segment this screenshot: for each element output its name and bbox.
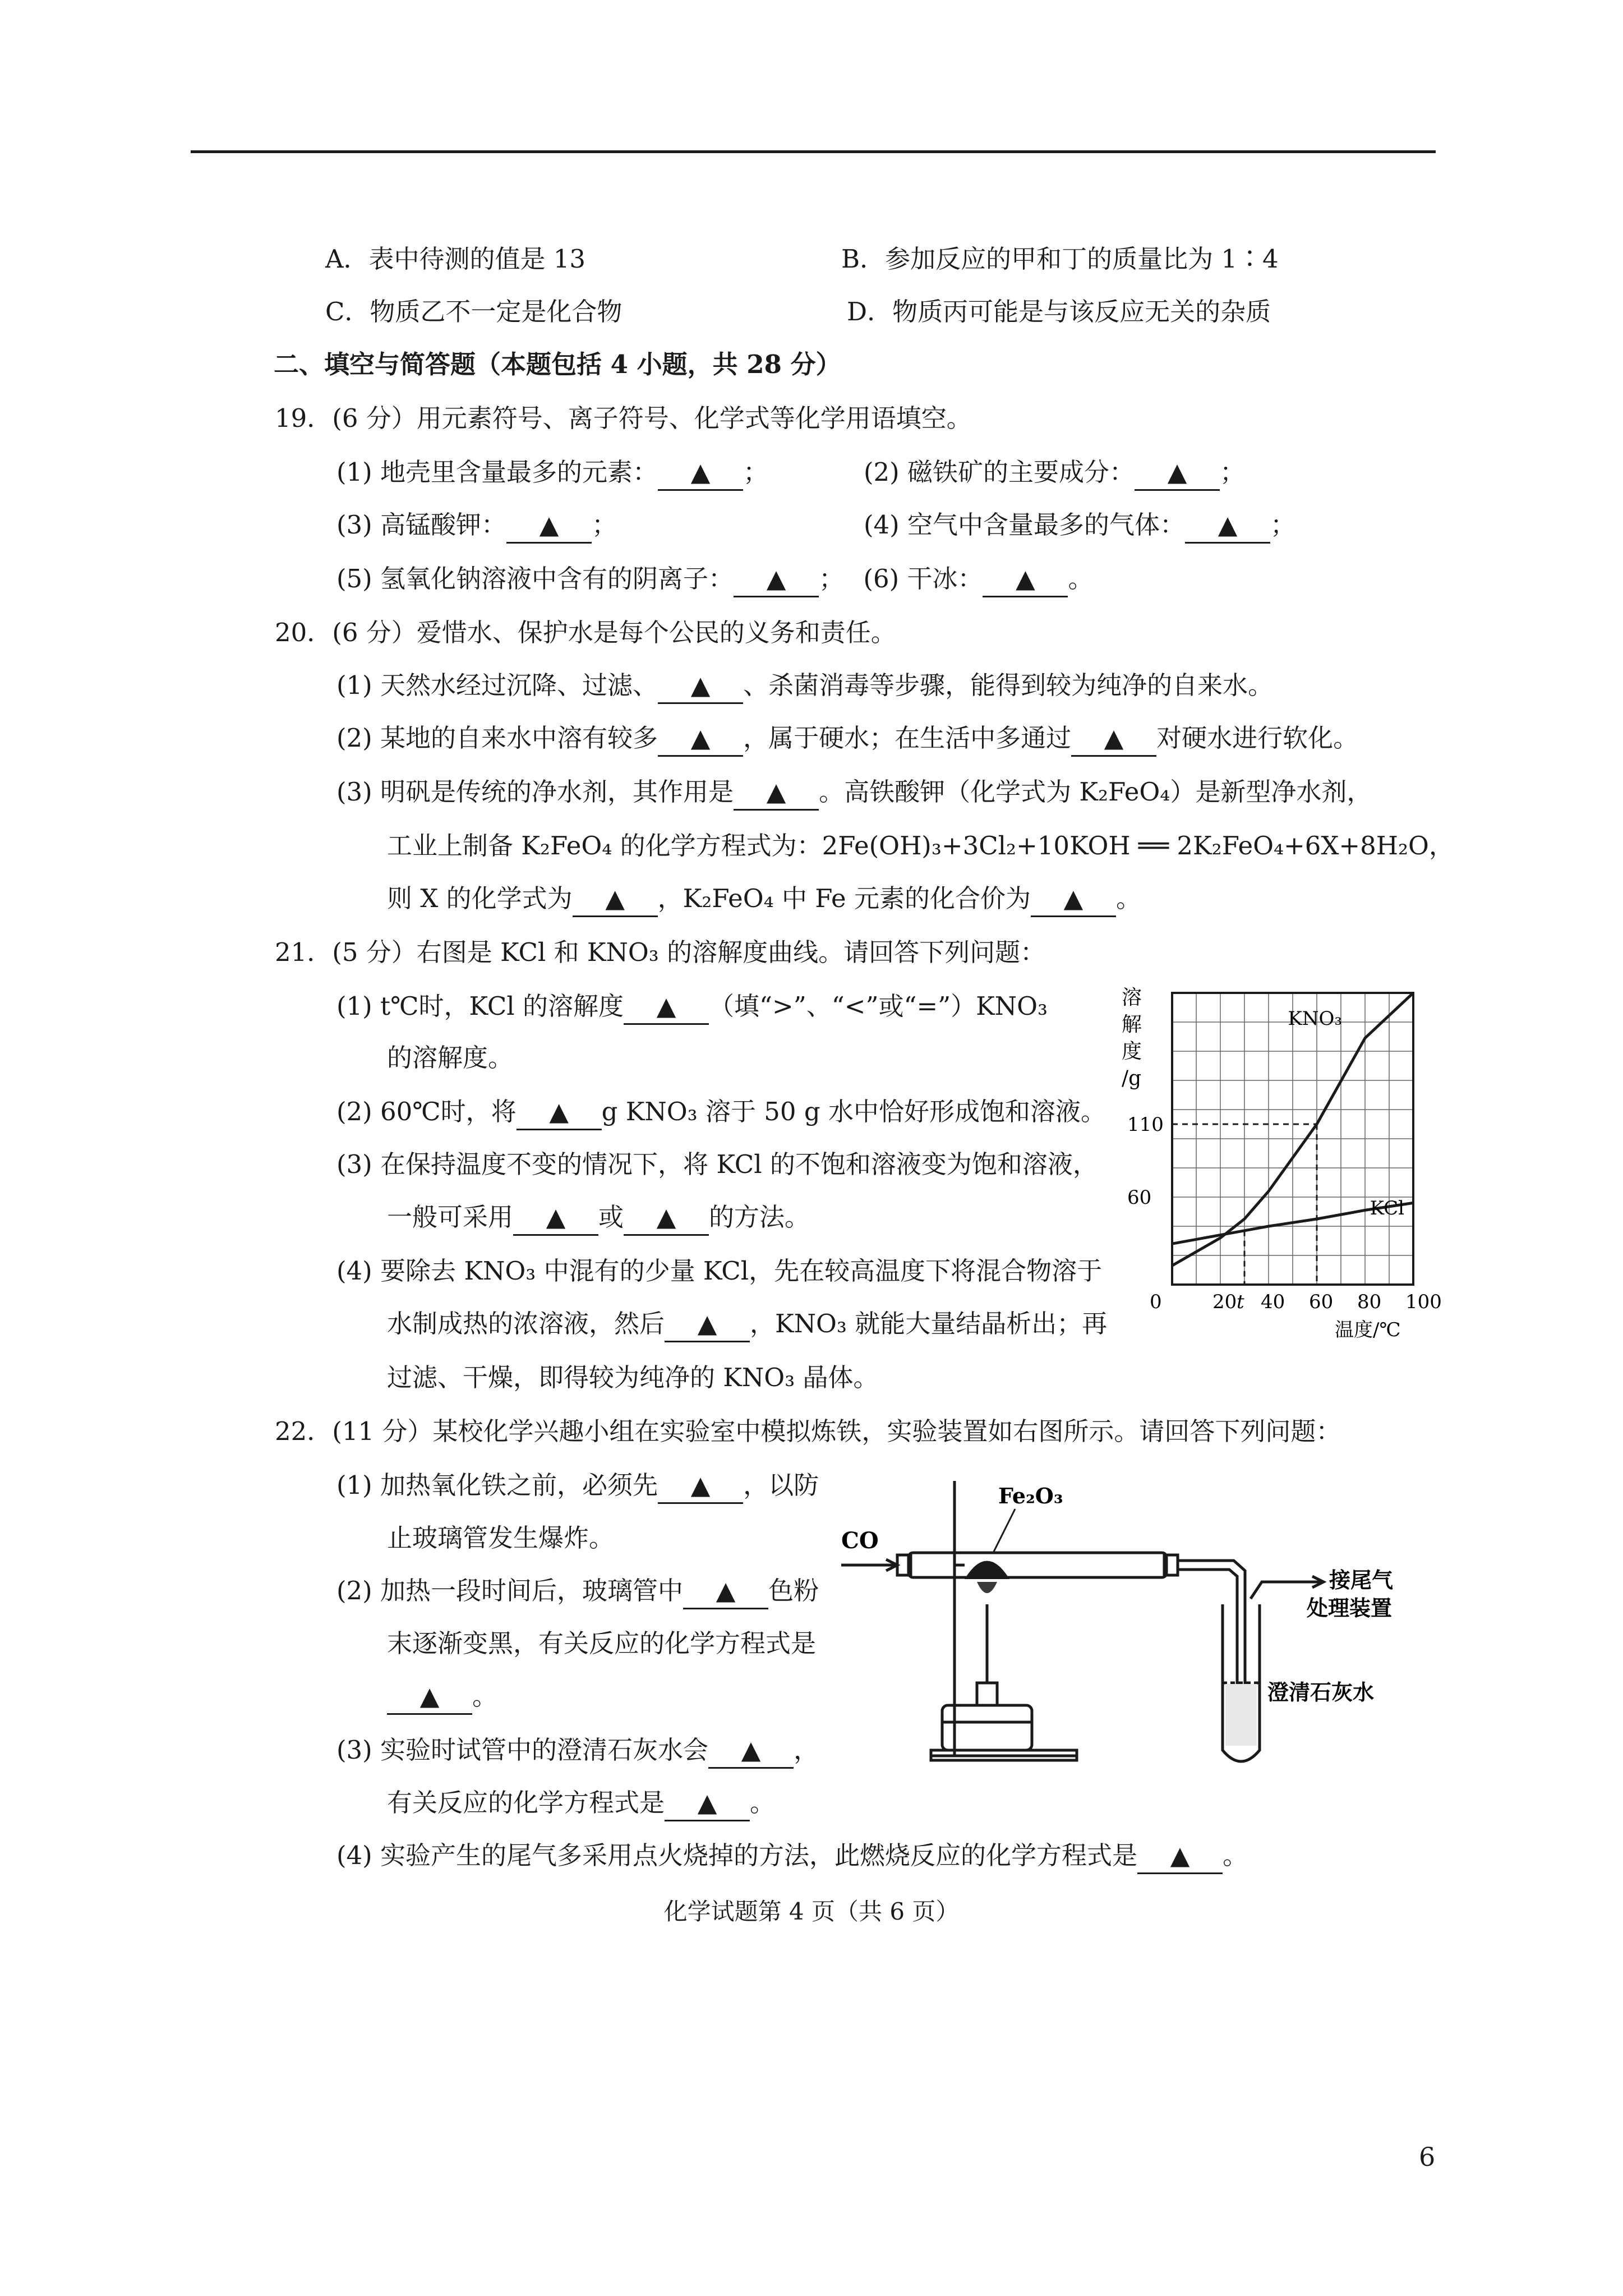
q20-stem: 20．(6 分）爱惜水、保护水是每个公民的义务和责任。 [275,618,896,647]
q20-part2-text-3: 对硬水进行软化。 [1156,723,1359,753]
y-tick-label: 110 [1127,1114,1164,1136]
q21-part4-text: 水制成热的浓溶液，然后 [387,1309,665,1338]
q19-part2 [864,455,1245,491]
q22-part2-end: 。 [472,1681,498,1711]
answer-blank: ▲ [1031,882,1116,917]
q20-part3-text-2: 。高铁酸钾（化学式为 K₂FeO₄）是新型净水剂， [819,777,1372,807]
choice-c: C．物质乙不一定是化合物 [325,297,623,326]
q22-part3-text-3: 有关反应的化学方程式是 [387,1788,665,1818]
answer-blank: ▲ [517,1095,602,1130]
q21-part2-text-2: g KNO₃ 溶于 50 g 水中恰好形成饱和溶液。 [601,1097,1106,1126]
q20-part2-text: (2) 某地的自来水中溶有较多 [336,723,658,753]
q21-part1-cont: 的溶解度。 [387,1043,514,1073]
q22-part2 [336,1574,819,1609]
x-tick-label: 80 [1357,1291,1382,1313]
q19-part1-text: (1) 地壳里含量最多的元素： [336,457,658,487]
q22-part1-cont: 止玻璃管发生爆炸。 [387,1523,615,1553]
q20-part3-text: (3) 明矾是传统的净水剂，其作用是 [336,777,734,807]
page-number: 6 [1419,2142,1436,2172]
q21-part2 [336,1095,1106,1130]
answer-blank: ▲ [387,1680,472,1715]
q21-part3-end: 的方法。 [709,1202,810,1232]
q20-part3-text-3: 则 X 的化学式为 [387,884,573,913]
q19-part2-text: (2) 磁铁矿的主要成分： [864,457,1135,487]
chart-text [1122,986,1442,1341]
answer-blank: ▲ [734,562,819,597]
label-tail-gas-2: 处理装置 [1307,1595,1393,1621]
q20-part3 [336,775,1372,811]
q21-part1-text: (1) t℃时，KCl 的溶解度 [336,991,624,1021]
limewater [1225,1684,1257,1746]
q22-part2-blank [387,1680,497,1715]
legend-kcl: KCl [1370,1197,1404,1220]
q19-part6-text: (6) 干冰： [863,564,983,593]
answer-blank: ▲ [683,1574,768,1609]
q20-part3-cont [387,882,1141,917]
q22-part1-text-2: ，以防 [743,1470,819,1500]
q22-part4 [336,1839,1248,1874]
q21-part3-text-2: 或 [598,1202,624,1232]
q22-part4-end: 。 [1223,1841,1248,1870]
q21-part3-text: 一般可采用 [387,1202,514,1232]
q22-part3-text-2: ， [794,1735,819,1765]
x-tick-label: 0 [1150,1291,1162,1313]
answer-blank: ▲ [573,882,658,917]
legend-kno3: KNO₃ [1288,1007,1343,1030]
answer-blank: ▲ [1137,1839,1223,1874]
q19-part2-end: ； [1220,457,1246,487]
q22-part1 [336,1469,819,1504]
answer-blank: ▲ [658,1469,743,1504]
x-tick-label: 40 [1261,1291,1285,1313]
answer-blank: ▲ [513,1200,598,1236]
q19-part3-end: ； [592,510,617,540]
x-tick-label: t [1237,1291,1244,1313]
q21-part4-text-2: ，KNO₃ 就能大量结晶析出；再 [750,1309,1108,1338]
q20-part3-end: 。 [1115,884,1141,913]
apparatus-diagram [830,1458,1402,1784]
q19-part5-text: (5) 氢氧化钠溶液中含有的阴离子： [336,564,734,593]
choice-b: B．参加反应的甲和丁的质量比为 1∶4 [841,244,1279,274]
page-footer: 化学试题第 4 页（共 6 页） [663,1898,960,1925]
fe2o3-pointer [993,1509,1015,1554]
q21-part4-end: 过滤、干燥，即得较为纯净的 KNO₃ 晶体。 [387,1363,879,1392]
x-tick-label: 100 [1405,1291,1442,1313]
header-rule [191,150,1436,153]
q21-part3-cont [387,1200,810,1236]
answer-blank: ▲ [506,508,592,544]
q19-part1 [336,455,768,491]
y-axis-label: 溶 [1122,986,1142,1009]
q21-part3: (3) 在保持温度不变的情况下，将 KCl 的不饱和溶液变为饱和溶液， [336,1149,1098,1179]
q22-part3-cont [387,1786,775,1821]
q22-part2-text-2: 色粉 [768,1576,819,1605]
q19-part3-text: (3) 高锰酸钾： [336,510,507,540]
answer-blank: ▲ [658,669,743,704]
q20-part3-text-4: ，K₂FeO₄ 中 Fe 元素的化合价为 [657,884,1031,913]
q20-part2 [336,721,1358,757]
q21-part4: (4) 要除去 KNO₃ 中混有的少量 KCl，先在较高温度下将混合物溶于 [336,1256,1103,1286]
chart-grid [1172,993,1413,1285]
label-fe2o3: Fe₂O₃ [998,1483,1063,1508]
burner-neck [977,1683,997,1705]
flame-icon [977,1582,997,1593]
q19-part4-end: ； [1270,510,1296,540]
q19-part4-text: (4) 空气中含量最多的气体： [864,510,1186,540]
answer-blank: ▲ [624,990,709,1025]
q21-part4-cont [387,1307,1107,1342]
answer-blank: ▲ [1071,721,1156,757]
label-co: CO [841,1527,879,1554]
q20-equation: 工业上制备 K₂FeO₄ 的化学方程式为：2Fe(OH)₃+3Cl₂+10KOH ══ 2K₂FeO₄+6X+8H₂O， [387,831,1454,861]
choice-a: A．表中待测的值是 13 [325,244,586,274]
q22-part2-text: (2) 加热一段时间后，玻璃管中 [336,1576,684,1605]
answer-blank: ▲ [983,562,1068,597]
q19-part6-end: 。 [1068,564,1094,593]
answer-blank: ▲ [1135,455,1220,491]
section-title: 二、填空与简答题（本题包括 4 小题，共 28 分） [274,349,841,379]
q21-stem: 21．(5 分）右图是 KCl 和 KNO₃ 的溶解度曲线。请回答下列问题： [275,937,1046,967]
answer-blank: ▲ [658,721,743,757]
q19-part5-end: ； [819,564,845,593]
answer-blank: ▲ [1185,508,1270,544]
q19-part4 [864,508,1295,544]
y-tick-label: 60 [1127,1186,1152,1209]
q20-part2-text-2: ，属于硬水；在生活中多通过 [743,723,1072,753]
answer-blank: ▲ [665,1307,750,1342]
q22-part4-text: (4) 实验产生的尾气多采用点火烧掉的方法，此燃烧反应的化学方程式是 [336,1841,1138,1870]
glass-tube [909,1553,1166,1577]
q19-part3 [336,508,617,544]
y-axis-label: 解 [1122,1013,1142,1036]
answer-blank: ▲ [665,1786,750,1821]
q22-part3 [336,1733,819,1769]
label-limewater: 澄清石灰水 [1267,1680,1375,1705]
solubility-chart [1110,970,1442,1341]
q22-part3-text: (3) 实验时试管中的澄清石灰水会 [336,1735,709,1765]
q20-part1 [336,669,1273,704]
q20-part1-text-2: 、杀菌消毒等步骤，能得到较为纯净的自来水。 [743,670,1274,700]
x-tick-label: 60 [1309,1291,1334,1313]
q19-part1-end: ； [743,457,769,487]
fe2o3-powder [965,1561,1009,1580]
answer-blank: ▲ [624,1200,709,1236]
answer-blank: ▲ [734,775,819,811]
q22-part3-end: 。 [750,1788,776,1818]
q21-part2-text: (2) 60℃时，将 [336,1097,517,1126]
answer-blank: ▲ [708,1733,794,1769]
q22-stem: 22．(11 分）某校化学兴趣小组在实验室中模拟炼铁，实验装置如右图所示。请回答下列问题： [275,1416,1341,1446]
q22-part1-text: (1) 加热氧化铁之前，必须先 [336,1470,658,1500]
q20-part1-text: (1) 天然水经过沉降、过滤、 [336,670,658,700]
answer-blank: ▲ [658,455,743,491]
x-axis-label: 温度/℃ [1335,1319,1401,1341]
q19-stem: 19．(6 分）用元素符号、离子符号、化学式等化学用语填空。 [275,403,972,433]
y-axis-label: 度 [1122,1040,1142,1063]
choice-d: D．物质丙可能是与该反应无关的杂质 [847,297,1271,326]
q21-part1 [336,990,1048,1025]
q21-part1-text-2: （填“>”、“<”或“=”）KNO₃ [709,991,1048,1021]
q22-part2-cont: 末逐渐变黑，有关反应的化学方程式是 [387,1628,817,1658]
label-tail-gas-1: 接尾气 [1329,1567,1394,1593]
x-tick-label: 20 [1212,1291,1237,1313]
y-axis-label: /g [1122,1067,1142,1090]
q19-part5 [336,562,1093,597]
